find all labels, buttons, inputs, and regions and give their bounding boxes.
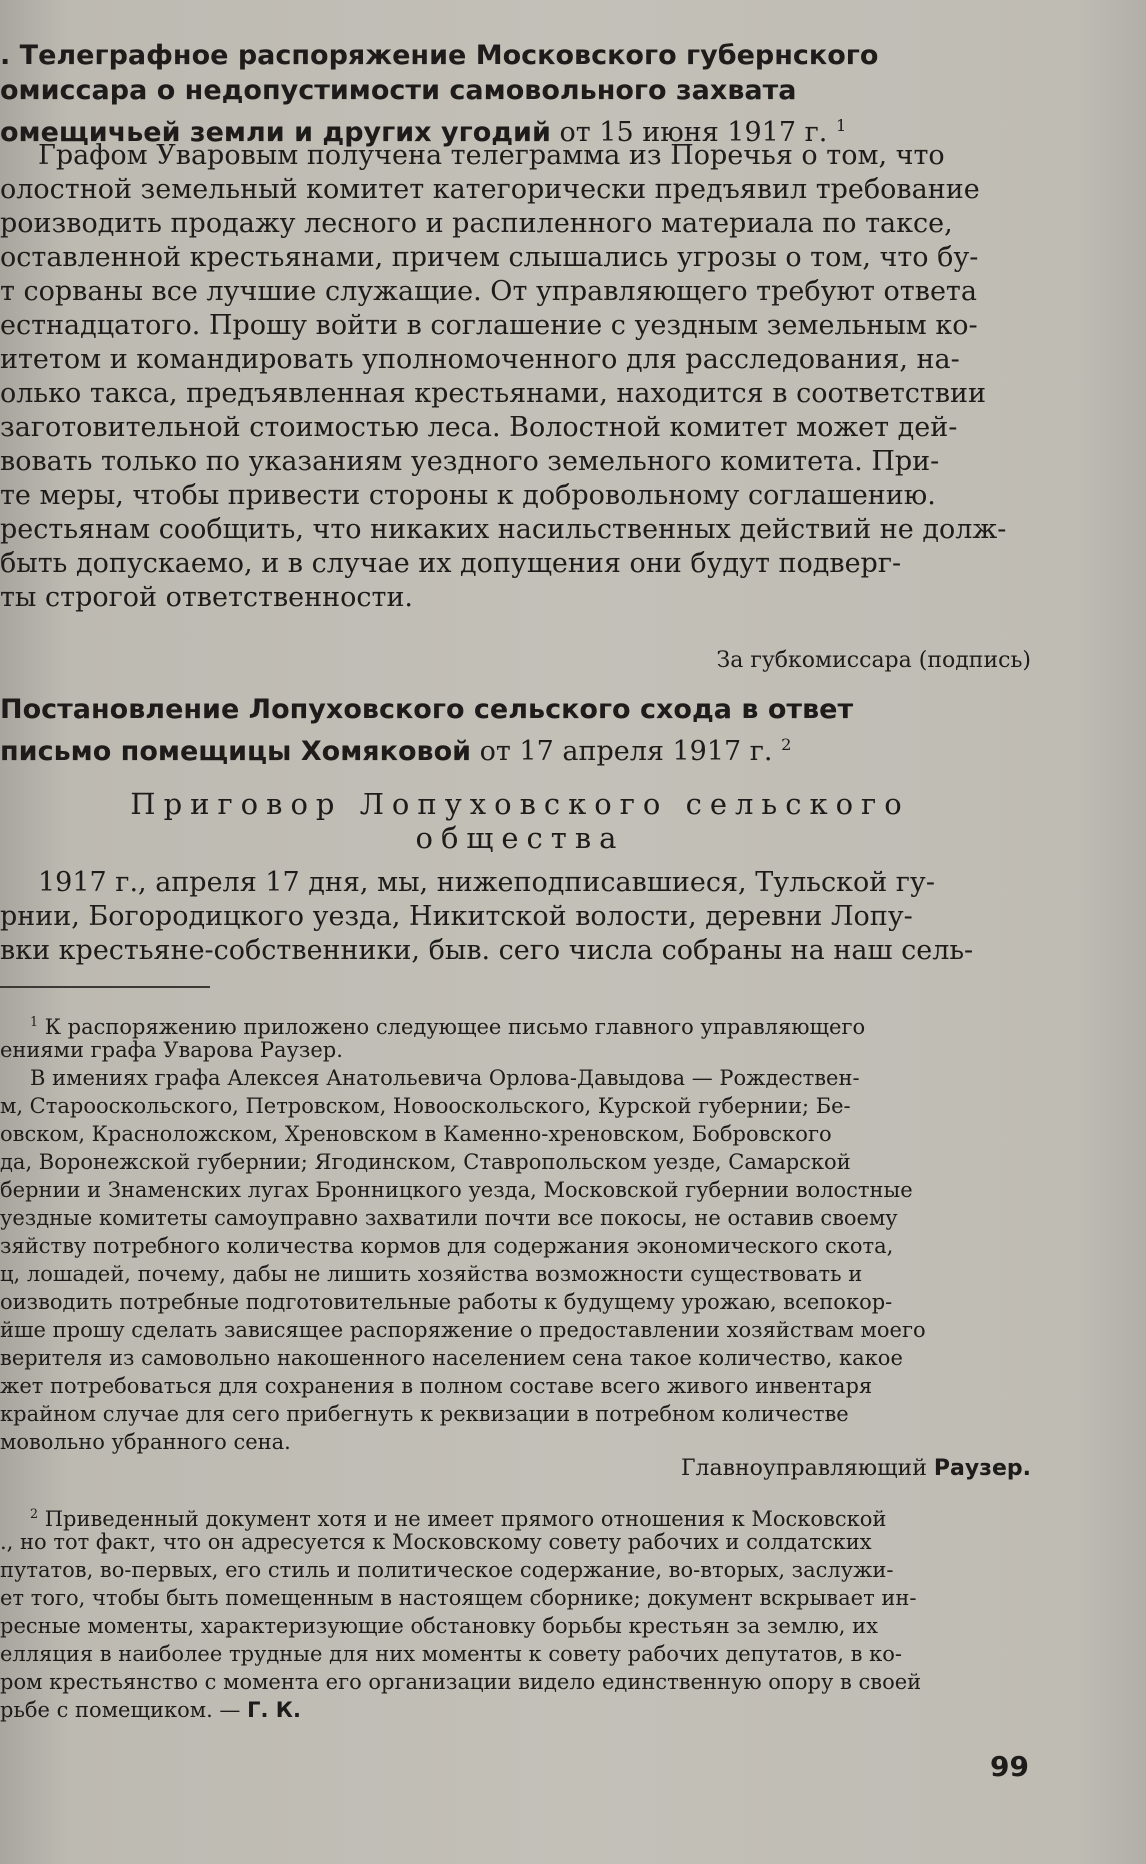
telegram-line: вовать только по указаниям уездного земельного комитета. При- <box>0 446 940 477</box>
footnote-divider <box>0 986 210 988</box>
heading-resolution-line: письмо помещицы Хомяковой <box>0 736 472 767</box>
footnote-1-marker: 1 <box>30 1014 39 1029</box>
page-number: 99 <box>990 1750 1029 1783</box>
heading-telegram-line: омиссара о недопустимости самовольного захвата <box>0 75 797 106</box>
heading-resolution-line: Постановление Лопуховского сельского схода в ответ <box>0 694 854 725</box>
footnote-line: ц, лошадей, почему, дабы не лишить хозяйства возможности существовать и <box>0 1262 863 1286</box>
telegram-line: те меры, чтобы привести стороны к добровольному соглашению. <box>0 480 936 511</box>
telegram-line: роизводить продажу лесного и распиленного материала по таксе, <box>0 208 953 239</box>
heading-telegram <box>0 38 1000 148</box>
heading-telegram-date: от 15 июня 1917 г. <box>559 117 828 148</box>
heading-resolution <box>0 692 1000 767</box>
footnote-2-last-line <box>0 1696 1040 1724</box>
footnote-line: елляция в наиболее трудные для них моменты к совету рабочих депутатов, в ко- <box>0 1642 902 1666</box>
footnote-line: Приведенный документ хотя и не имеет прямого отношения к Московской <box>44 1507 887 1531</box>
footnote-line: м, Старооскольского, Петровском, Новооскольского, Курской губернии; Бе- <box>0 1094 851 1118</box>
footnote-ref-2: 2 <box>781 735 792 754</box>
footnote-line: ., но тот факт, что он адресуется к Московскому совету рабочих и солдатских <box>0 1530 872 1554</box>
footnote-line: оизводить потребные подготовительные работы к будущему урожаю, всепокор- <box>0 1290 893 1314</box>
verdict-line: рнии, Богородицкого уезда, Никитской волости, деревни Лопу- <box>0 901 913 932</box>
verdict-title-cont: общества <box>415 821 625 855</box>
footnote-line: рьбе с помещиком. — <box>0 1698 241 1722</box>
verdict-title: Приговор Лопуховского сельского <box>130 787 910 821</box>
telegram-line: т сорваны все лучшие служащие. От управляющего требуют ответа <box>0 276 977 307</box>
footnote-line: бернии и Знаменских лугах Бронницкого уезда, Московской губернии волостные <box>0 1178 913 1202</box>
telegram-line: заготовительной стоимостью леса. Волостной комитет может дей- <box>0 412 958 443</box>
footnote-line: путатов, во-первых, его стиль и политическое содержание, во-вторых, заслужи- <box>0 1558 894 1582</box>
footnote-ref-1: 1 <box>835 116 847 135</box>
footnote-2-first-line <box>0 1500 1040 1531</box>
heading-telegram-line: омещичьей земли и других угодий <box>0 117 551 148</box>
telegram-line: рестьянам сообщить, что никаких насильственных действий не долж- <box>0 514 1007 545</box>
heading-resolution-date: от 17 апреля 1917 г. <box>479 736 773 767</box>
footnote-1-signature <box>681 1456 1031 1481</box>
footnote-line: мовольно убранного сена. <box>0 1430 291 1454</box>
footnote-1-signature-prefix: Главноуправляющий <box>680 1456 927 1481</box>
footnote-1-first-line <box>0 1008 1040 1039</box>
telegram-line: естнадцатого. Прошу войти в соглашение с уездным земельным ко- <box>0 310 978 341</box>
footnote-line: йше прошу сделать зависящее распоряжение о предоставлении хозяйствам моего <box>0 1318 926 1342</box>
footnote-2-author: Г. К. <box>247 1698 301 1722</box>
telegram-line: олостной земельный комитет категорически предъявил требование <box>0 174 980 205</box>
telegram-body <box>0 139 1040 615</box>
footnote-line: ениями графа Уварова Раузер. <box>0 1038 343 1062</box>
footnote-line: В имениях графа Алексея Анатольевича Орлова-Давыдова — Рождествен- <box>30 1066 860 1090</box>
footnote-line: К распоряжению приложено следующее письмо главного управляющего <box>44 1015 866 1039</box>
footnote-2-marker: 2 <box>30 1506 39 1521</box>
heading-telegram-line-last <box>0 108 1000 148</box>
footnote-1 <box>0 1008 1040 1456</box>
verdict-body <box>0 866 1040 968</box>
footnote-line: жет потребоваться для сохранения в полном составе всего живого инвентаря <box>0 1374 873 1398</box>
footnote-1-signature-name: Раузер. <box>933 1456 1031 1481</box>
heading-resolution-line-last <box>0 727 1000 767</box>
footnote-line: уездные комитеты самоуправно захватили почти все покосы, не оставив своему <box>0 1206 898 1230</box>
footnote-line: зяйству потребного количества кормов для содержания экономического скота, <box>0 1234 894 1258</box>
verdict-line: вки крестьяне-собственники, быв. сего числа собраны на наш сель- <box>0 935 974 966</box>
footnote-line: ром крестьянство с момента его организации видело единственную опору в своей <box>0 1670 922 1694</box>
verdict-line: 1917 г., апреля 17 дня, мы, нижеподписавшиеся, Тульской гу- <box>38 867 935 898</box>
telegram-line: Графом Уваровым получена телеграмма из Поречья о том, что <box>38 140 945 171</box>
telegram-signature: За губкомиссара (подпись) <box>716 648 1031 673</box>
telegram-line: олько такса, предъявленная крестьянами, находится в соответствии <box>0 378 987 409</box>
footnote-line: ресные моменты, характеризующие обстановку борьбы крестьян за землю, их <box>0 1614 878 1638</box>
telegram-line: ты строгой ответственности. <box>0 582 414 613</box>
footnote-line: верителя из самовольно накошенного населением сена такое количество, какое <box>0 1346 903 1370</box>
footnote-line: да, Воронежской губернии; Ягодинском, Ставропольском уезде, Самарской <box>0 1150 851 1174</box>
telegram-line: итетом и командировать уполномоченного для расследования, на- <box>0 344 960 375</box>
telegram-line: оставленной крестьянами, причем слышались угрозы о том, что бу- <box>0 242 979 273</box>
telegram-line: быть допускаемо, и в случае их допущения они будут подверг- <box>0 548 902 579</box>
footnote-line: крайном случае для сего прибегнуть к реквизации в потребном количестве <box>0 1402 849 1426</box>
footnote-line: ет того, чтобы быть помещенным в настоящем сборнике; документ вскрывает ин- <box>0 1586 917 1610</box>
footnote-line: овском, Красноложском, Хреновском в Каменно-хреновском, Бобровского <box>0 1122 832 1146</box>
footnote-2 <box>0 1500 1040 1724</box>
heading-telegram-line: . Телеграфное распоряжение Московского губернского <box>0 40 879 71</box>
